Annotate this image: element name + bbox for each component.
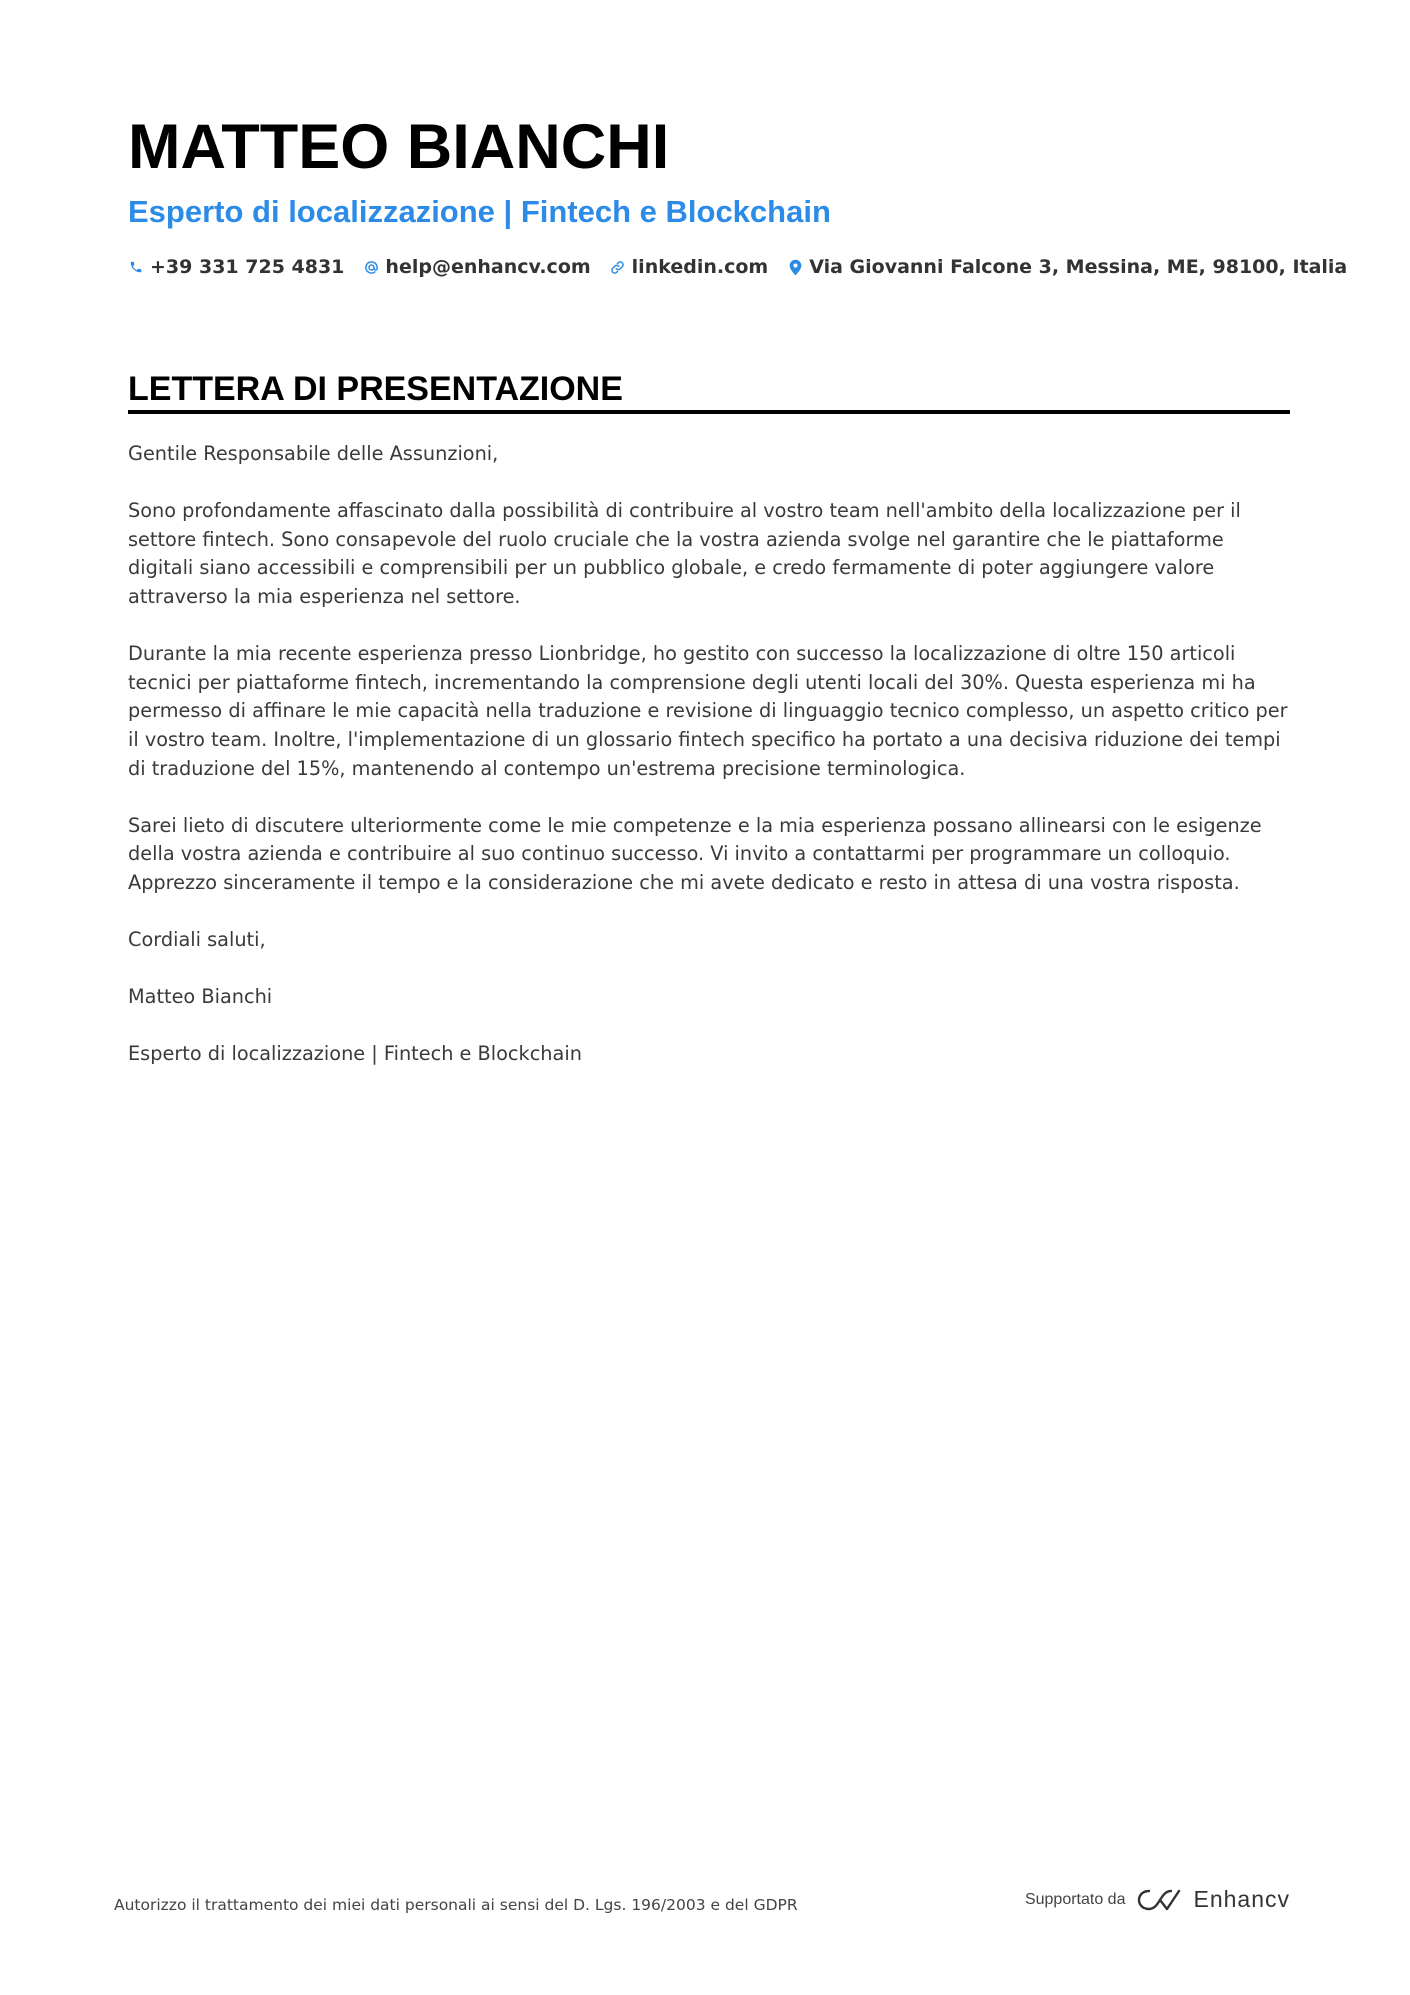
contact-phone-text: +39 331 725 4831 [150, 256, 345, 278]
letter-paragraph-2: Durante la mia recente esperienza presso Lionbridge, ho gestito con successo la localizzazione di oltre 150 articoli tecnici per piattaforme fintech, incrementando la comprensione degli utenti locali del 30%. Questa esperienza mi ha permesso di affinare le mie capacità nella traduzione e revisione di linguaggio tecnico complesso, un aspetto critico per il vostro team. Inoltre, l'implementazione di un glossario fintech specifico ha portato a una decisiva riduzione dei tempi di traduzione del 15%, mantenendo al contempo un'estrema precisione terminologica. [128, 642, 1288, 780]
at-icon [363, 258, 379, 276]
contact-linkedin[interactable] [610, 254, 769, 280]
brand-name: Enhancv [1193, 1886, 1290, 1912]
contact-email-text: help@enhancv.com [385, 256, 591, 278]
powered-by[interactable] [1025, 1886, 1290, 1913]
signature-name: Matteo Bianchi [128, 985, 273, 1009]
letter-paragraph-3: Sarei lieto di discutere ulteriormente come le mie competenze e la mia esperienza possano allinearsi con le esigenze della vostra azienda e contribuire al suo continuo successo. Vi invito a contattarmi per programmare un colloquio. Apprezzo sinceramente il tempo e la considerazione che mi avete dedicato e resto in attesa di una vostra risposta. [128, 813, 1262, 894]
section-title: LETTERA DI PRESENTAZIONE [128, 370, 623, 408]
phone-icon [128, 258, 144, 276]
section-divider [128, 410, 1290, 414]
contact-linkedin-text: linkedin.com [631, 256, 769, 278]
contact-email[interactable] [363, 254, 590, 280]
link-icon [610, 258, 626, 276]
contact-bar [128, 254, 1366, 280]
signature-title: Esperto di localizzazione | Fintech e Blockchain [128, 1042, 582, 1066]
letter-closing: Cordiali saluti, [128, 928, 266, 952]
letter-paragraph-1: Sono profondamente affascinato dalla possibilità di contribuire al vostro team nell'ambito della localizzazione per il settore fintech. Sono consapevole del ruolo cruciale che la vostra azienda svolge nel garantire che le piattaforme digitali siano accessibili e comprensibili per un pubblico globale, e credo fermamente di poter aggiungere valore attraverso la mia esperienza nel settore. [128, 499, 1241, 608]
contact-address [787, 254, 1347, 280]
candidate-name: MATTEO BIANCHI [128, 112, 670, 182]
letter-greeting: Gentile Responsabile delle Assunzioni, [128, 442, 499, 465]
contact-phone[interactable] [128, 254, 344, 280]
privacy-consent: Autorizzo il trattamento dei miei dati personali ai sensi del D. Lgs. 196/2003 e del GDPR [114, 1896, 798, 1914]
contact-address-text: Via Giovanni Falcone 3, Messina, ME, 98100, Italia [809, 256, 1348, 278]
location-pin-icon [787, 258, 803, 276]
letter-body [128, 440, 1290, 1098]
powered-by-label: Supportato da [1024, 1890, 1126, 1908]
enhancv-logo-icon [1137, 1887, 1183, 1913]
candidate-title: Esperto di localizzazione | Fintech e Blockchain [128, 194, 831, 229]
